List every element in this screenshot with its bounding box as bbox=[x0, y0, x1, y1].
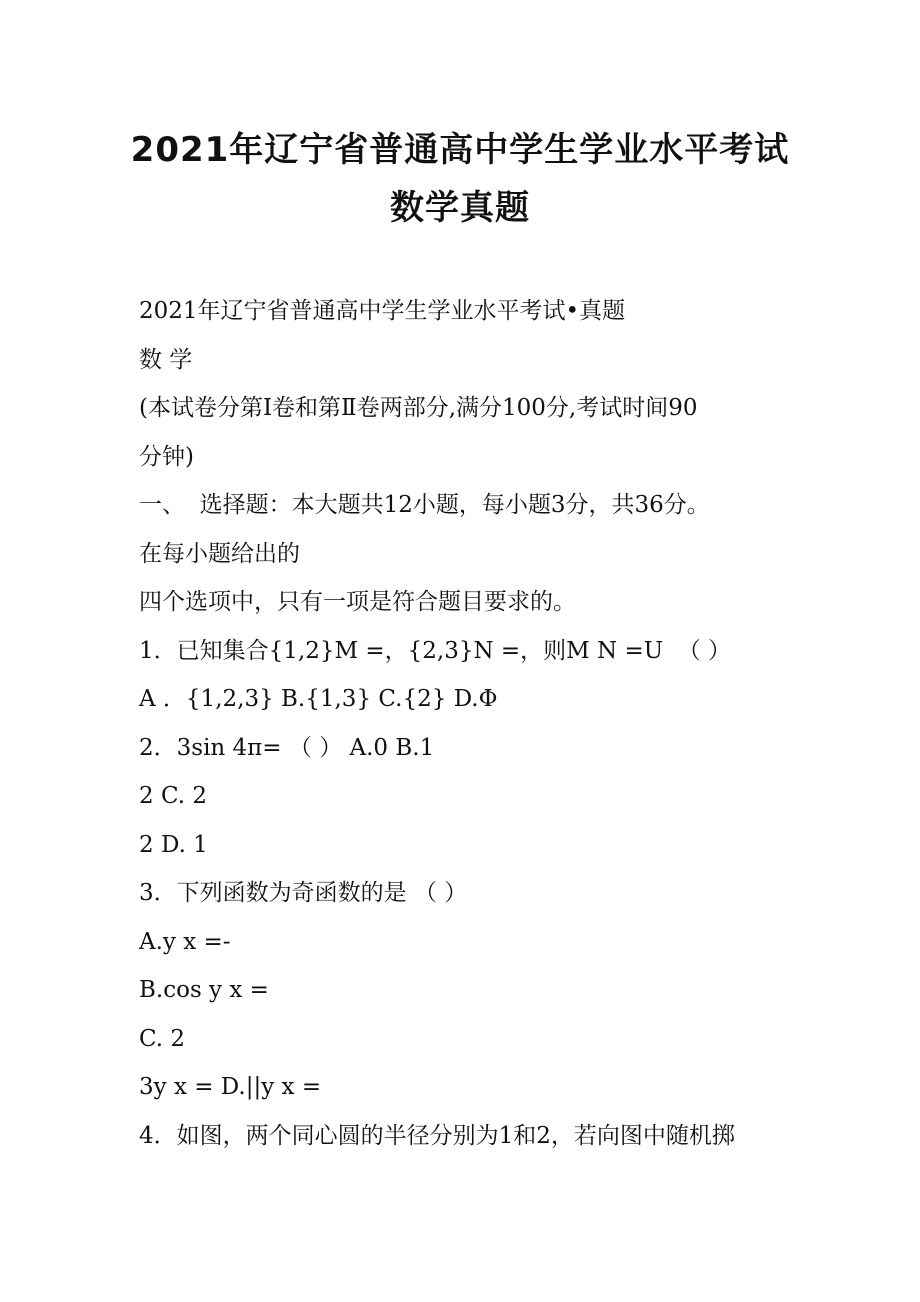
question-1-options: A ．{1,2,3} B.{1,3} C.{2} D.Φ bbox=[139, 686, 498, 712]
question-2-option-c: 2 C. 2 bbox=[139, 783, 207, 809]
text-line: 四个选项中，只有一项是符合题目要求的。 bbox=[139, 589, 576, 615]
question-3-option-b: B.cos y x = bbox=[139, 977, 269, 1003]
document-body bbox=[139, 293, 799, 1166]
question-3-option-a: A.y x =- bbox=[139, 928, 231, 955]
text-line: (本试卷分第Ⅰ卷和第Ⅱ卷两部分,满分100分,考试时间90 bbox=[139, 395, 698, 421]
question-2: 2．3sin 4π= （ ） A.0 B.1 bbox=[139, 734, 435, 761]
text-line: 数 学 bbox=[139, 346, 193, 373]
question-4: 4．如图，两个同心圆的半径分别为1和2，若向图中随机掷 bbox=[139, 1122, 735, 1149]
question-2-option-d: 2 D. 1 bbox=[139, 831, 208, 858]
document-subtitle: 数学真题 bbox=[390, 188, 530, 228]
text-line: 2021年辽宁省普通高中学生学业水平考试•真题 bbox=[139, 298, 626, 324]
text-line: 一、 选择题：本大题共12小题，每小题3分，共36分。 bbox=[139, 492, 710, 518]
document-title: 2021年辽宁省普通高中学生学业水平考试 bbox=[130, 130, 790, 170]
text-line: 在每小题给出的 bbox=[139, 540, 300, 567]
question-3-option-d: 3y x = D.||y x = bbox=[139, 1074, 322, 1100]
question-3: 3．下列函数为奇函数的是 （ ） bbox=[139, 880, 468, 906]
question-3-option-c: C. 2 bbox=[139, 1025, 186, 1052]
question-1: 1．已知集合{1,2}M =，{2,3}N =，则M N =U （ ） bbox=[139, 637, 732, 664]
text-line: 分钟) bbox=[139, 443, 194, 470]
